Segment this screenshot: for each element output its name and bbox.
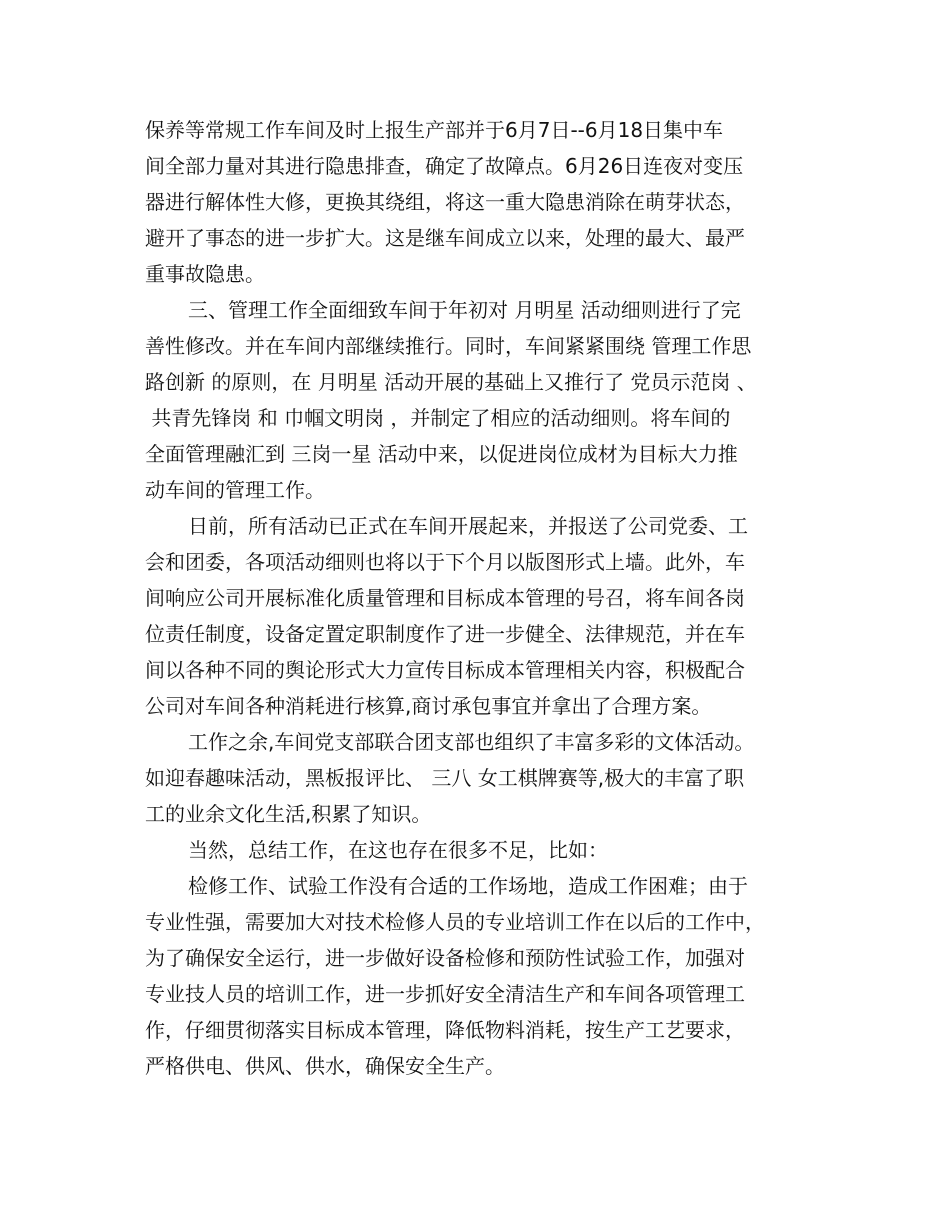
text-line-25: 专业技人员的培训工作，进一步抓好安全清洁生产和车间各项管理工 (145, 982, 745, 1006)
text-line-13: 会和团委，各项活动细则也将以于下个月以版图形式上墙。此外，车 (145, 550, 745, 574)
text-line-1: 保养等常规工作车间及时上报生产部并于6月7日--6月18日集中车 (145, 118, 724, 142)
text-line-8: 路创新 的原则，在 月明星 活动开展的基础上又推行了 党员示范岗 、 (145, 370, 757, 394)
text-line-18: 工作之余,车间党支部联合团支部也组织了丰富多彩的文体活动。 (188, 730, 755, 754)
text-line-11: 动车间的管理工作。 (145, 478, 325, 502)
text-line-26: 作，仔细贯彻落实目标成本管理，降低物料消耗，按生产工艺要求， (145, 1018, 745, 1042)
text-line-17: 公司对车间各种消耗进行核算,商讨承包事宜并拿出了合理方案。 (145, 694, 712, 718)
text-line-14: 间响应公司开展标准化质量管理和目标成本管理的号召，将车间各岗 (145, 586, 745, 610)
text-line-22: 检修工作、试验工作没有合适的工作场地，造成工作困难；由于 (188, 874, 748, 898)
text-line-2: 间全部力量对其进行隐患排查，确定了故障点。6月26日连夜对变压 (145, 154, 744, 178)
text-line-5: 重事故隐患。 (145, 262, 265, 286)
text-line-12: 日前，所有活动已正式在车间开展起来，并报送了公司党委、工 (188, 514, 748, 538)
text-line-6: 三、管理工作全面细致车间于年初对 月明星 活动细则进行了完 (188, 298, 741, 322)
text-line-21: 当然，总结工作，在这也存在很多不足，比如： (188, 838, 608, 862)
text-line-15: 位责任制度，设备定置定职制度作了进一步健全、法律规范，并在车 (145, 622, 745, 646)
text-line-10: 全面管理融汇到 三岗一星 活动中来，以促进岗位成材为目标大力推 (145, 442, 738, 466)
text-line-27: 严格供电、供风、供水，确保安全生产。 (145, 1054, 505, 1078)
text-line-9: 共青先锋岗 和 巾帼文明岗 ，并制定了相应的活动细则。将车间的 (145, 406, 731, 430)
text-line-16: 间以各种不同的舆论形式大力宣传目标成本管理相关内容，积极配合 (145, 658, 745, 682)
text-line-24: 为了确保安全运行，进一步做好设备检修和预防性试验工作，加强对 (145, 946, 745, 970)
text-line-3: 器进行解体性大修，更换其绕组，将这一重大隐患消除在萌芽状态， (145, 190, 745, 214)
text-line-23: 专业性强，需要加大对技术检修人员的专业培训工作在以后的工作中， (145, 910, 765, 934)
text-line-7: 善性修改。并在车间内部继续推行。同时，车间紧紧围绕 管理工作思 (145, 334, 752, 358)
text-line-4: 避开了事态的进一步扩大。这是继车间成立以来，处理的最大、最严 (145, 226, 745, 250)
text-line-20: 工的业余文化生活,积累了知识。 (145, 802, 432, 826)
text-line-19: 如迎春趣味活动，黑板报评比、 三八 女工棋牌赛等,极大的丰富了职 (145, 766, 745, 790)
